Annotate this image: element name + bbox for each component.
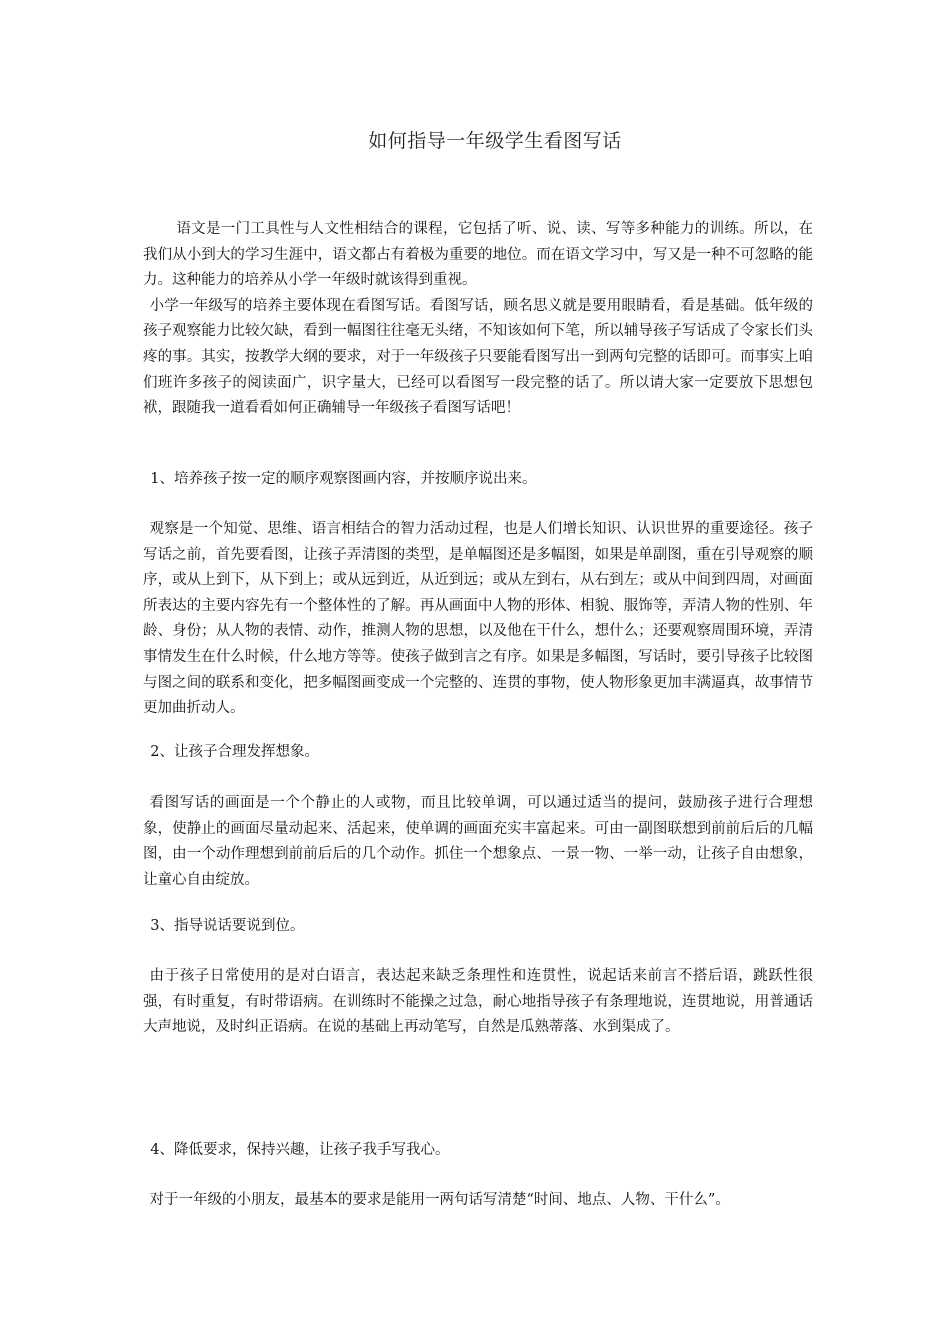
- document-title: 如何指导一年级学生看图写话: [368, 130, 622, 152]
- section-4-body: 对于一年级的小朋友，最基本的要求是能用一两句话写清楚“时间、地点、人物、干什么”。: [149, 1192, 730, 1208]
- section-4-heading: 4、降低要求，保持兴趣，让孩子我手写我心。: [150, 1142, 450, 1158]
- intro-paragraph-2: 小学一年级写的培养主要体现在看图写话。看图写话，顾名思义就是要用眼睛看，看是基础。低年级的孩子观察能力比较欠缺，看到一幅图往往毫无头绪，不知该如何下笔，所以辅导孩子写话成了令家长们头疼的事。其实，按教学大纲的要求，对于一年级孩子只要能看图写出一到两句完整的话即可。而事实上咱们班许多孩子的阅读面广，识字量大，已经可以看图写一段完整的话了。所以请大家一定要放下思想包袱，跟随我一道看看如何正确辅导一年级孩子看图写话吧！: [143, 297, 813, 417]
- section-1-body: 观察是一个知觉、思维、语言相结合的智力活动过程，也是人们增长知识、认识世界的重要途径。孩子写话之前，首先要看图，让孩子弄清图的类型，是单幅图还是多幅图，如果是单副图，重在引导观察的顺序，或从上到下，从下到上；或从远到近，从近到远；或从左到右，从右到左；或从中间到四周，对画面所表达的主要内容先有一个整体性的了解。再从画面中人物的形体、相貌、服饰等，弄清人物的性别、年龄、身份；从人物的表情、动作，推测人物的思想，以及他在干什么，想什么；还要观察周围环境，弄清事情发生在什么时候，什么地方等等。使孩子做到言之有序。如果是多幅图，写话时，要引导孩子比较图与图之间的联系和变化，把多幅图画变成一个完整的、连贯的事物，使人物形象更加丰满逼真，故事情节更加曲折动人。: [143, 521, 813, 717]
- section-3-heading: 3、指导说话要说到位。: [150, 918, 305, 934]
- section-3-body: 由于孩子日常使用的是对白语言，表达起来缺乏条理性和连贯性，说起话来前言不搭后语，跳跃性很强，有时重复，有时带语病。在训练时不能操之过急，耐心地指导孩子有条理地说，连贯地说，用普通话大声地说，及时纠正语病。在说的基础上再动笔写，自然是瓜熟蒂落、水到渠成了。: [143, 968, 813, 1036]
- section-2-body: 看图写话的画面是一个个静止的人或物，而且比较单调，可以通过适当的提问，鼓励孩子进行合理想象，使静止的画面尽量动起来、活起来，使单调的画面充实丰富起来。可由一副图联想到前前后后的几幅图，由一个动作理想到前前后后的几个动作。抓住一个想象点、一景一物、一举一动，让孩子自由想象，让童心自由绽放。: [143, 795, 813, 888]
- section-1-heading: 1、培养孩子按一定的顺序观察图画内容，并按顺序说出来。: [150, 471, 537, 487]
- intro-block: [143, 217, 813, 422]
- section-2-heading: 2、让孩子合理发挥想象。: [150, 744, 319, 760]
- intro-paragraph-1: 语文是一门工具性与人文性相结合的课程，它包括了听、说、读、写等多种能力的训练。所以，在我们从小到大的学习生涯中，语文都占有着极为重要的地位。而在语文学习中，写又是一种不可忽略的能力。这种能力的培养从小学一年级时就该得到重视。: [143, 221, 813, 289]
